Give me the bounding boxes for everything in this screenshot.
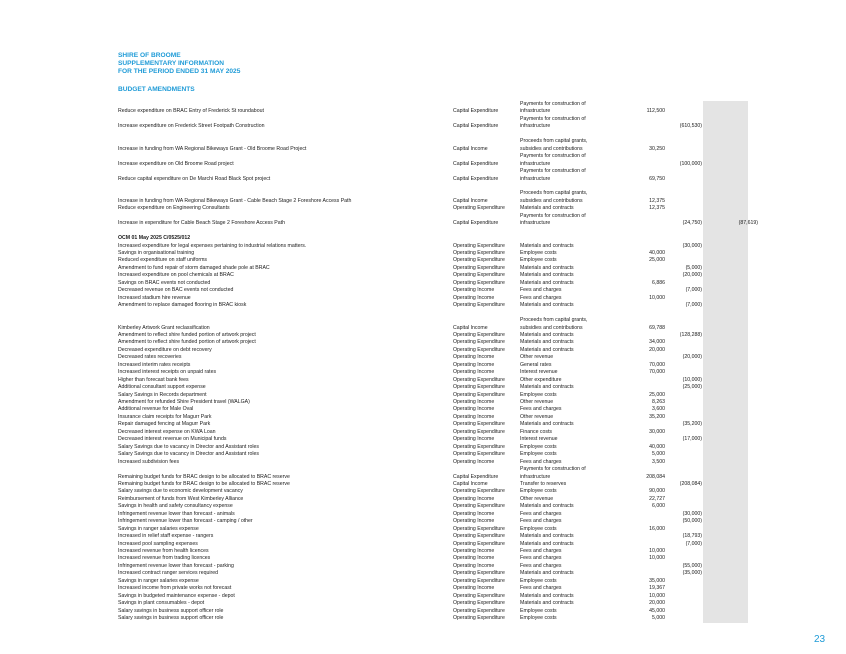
classification: Operating Expenditure [453,525,505,532]
nature: infrastructure [520,160,551,167]
classification: Operating Income [453,361,495,368]
classification: Operating Income [453,518,495,525]
classification: Operating Expenditure [453,339,505,346]
increase-amount: 30,250 [649,145,665,152]
increase-amount: 34,000 [649,339,665,346]
amendment-description: Decreased rates recoveries [118,354,182,361]
amendment-description: Amendment to replace damaged flooring in BRAC kiosk [118,302,247,309]
nature: Materials and contracts [520,346,574,353]
amendment-description: Increased pool sampling expenses [118,540,198,547]
classification: Operating Income [453,585,495,592]
amendment-description: Savings in organisational training [118,250,195,256]
amendment-description: Savings in budgeted maintenance expense - depot [118,592,235,599]
increase-amount: 5,000 [652,451,665,458]
decrease-amount: (10,000) [682,376,702,383]
nature: Fees and charges [520,562,562,569]
amendment-description: Kimberley Artwork Grant reclassification [118,324,210,331]
nature: infrastructure [520,175,551,182]
amendment-description: Amendment to reflect shire funded portion of artwork project [118,331,256,338]
increase-amount: 10,000 [649,592,665,599]
classification: Capital Expenditure [453,123,499,130]
classification: Operating Expenditure [453,376,505,383]
running-total: (87,619) [738,220,758,227]
nature: Fees and charges [520,510,562,517]
nature: Materials and contracts [520,503,574,510]
nature: Employee costs [520,451,557,458]
classification: Capital Expenditure [453,473,499,480]
classification: Operating Expenditure [453,205,505,212]
nature: Materials and contracts [520,302,574,309]
increase-amount: 25,000 [649,257,665,264]
classification: Operating Expenditure [453,428,505,435]
increase-amount: 20,000 [649,346,665,353]
increase-amount: 40,000 [649,250,665,256]
classification: Operating Expenditure [453,279,505,286]
nature: Materials and contracts [520,540,574,547]
header-period: FOR THE PERIOD ENDED 31 MAY 2025 [118,68,241,75]
nature-line: Payments for construction of [520,115,586,122]
classification: Operating Expenditure [453,250,505,256]
amendment-description: Savings in plant consumables - depot [118,600,205,607]
decrease-amount: (25,000) [682,384,702,391]
section-title: BUDGET AMENDMENTS [118,86,195,93]
amendment-description: Increased interim rates receipts [118,361,191,368]
classification: Operating Expenditure [453,443,505,450]
classification: Operating Income [453,369,495,376]
nature: subsidies and contributions [520,324,583,331]
increase-amount: 35,200 [649,413,665,420]
classification: Operating Expenditure [453,570,505,577]
classification: Capital Income [453,145,488,152]
nature: Materials and contracts [520,570,574,577]
nature: Materials and contracts [520,331,574,338]
nature: Materials and contracts [520,592,574,599]
amendment-description: Higher than forecast bank fees [118,376,189,383]
amendment-description: Infringement revenue lower than forecast - parking [118,562,234,569]
nature: Fees and charges [520,287,562,294]
nature: Fees and charges [520,406,562,413]
amendment-description: Savings in ranger salaries expense [118,525,199,532]
amendment-description: Increased stadium hire revenue [118,294,191,301]
nature: Materials and contracts [520,339,574,346]
increase-amount: 16,000 [649,525,665,532]
amendment-description: Amendment for refunded Shire President travel (WALGA) [118,399,250,405]
classification: Operating Expenditure [453,615,505,622]
increase-amount: 70,000 [649,361,665,368]
decrease-amount: (7,000) [685,287,702,294]
classification: Operating Income [453,399,495,405]
nature: Fees and charges [520,555,562,562]
amendment-description: Increase expenditure on Old Broome Road project [118,160,234,167]
nature-line: Payments for construction of [520,153,586,160]
increase-amount: 10,000 [649,548,665,554]
nature: Other revenue [520,399,554,405]
classification: Operating Income [453,458,495,465]
nature-line: Proceeds from capital grants, [520,138,588,145]
classification: Operating Income [453,510,495,517]
increase-amount: 19,367 [649,585,665,592]
decrease-amount: (35,200) [682,421,702,428]
decrease-amount: (30,000) [682,242,702,249]
increase-amount: 70,000 [649,369,665,376]
nature: infrastructure [520,220,551,227]
nature: Employee costs [520,525,557,532]
decrease-amount: (610,530) [679,123,702,130]
amendment-description: Salary savings in business support officer role [118,607,224,614]
classification: Operating Expenditure [453,607,505,614]
amendment-description: Reduce expenditure on BRAC Entry of Frederick St roundabout [118,108,264,115]
increase-amount: 12,375 [649,205,665,212]
classification: Capital Income [453,197,488,204]
nature: Fees and charges [520,518,562,525]
amendment-description: Increased income from private works not forecast [118,585,232,592]
increase-amount: 40,000 [649,443,665,450]
amendment-description: Additional revenue for Male Oval [118,406,194,413]
amendment-description: Amendment to reflect shire funded portion of artwork project [118,339,256,346]
nature: Fees and charges [520,585,562,592]
nature: Materials and contracts [520,279,574,286]
decrease-amount: (128,288) [679,331,702,338]
nature-line: Payments for construction of [520,168,586,175]
classification: Operating Expenditure [453,503,505,510]
increase-amount: 90,000 [649,488,665,495]
nature: Fees and charges [520,458,562,465]
classification: Operating Expenditure [453,421,505,428]
amendment-description: Increase in funding from WA Regional Bikeways Grant - Old Broome Road Project [118,145,307,152]
decrease-amount: (7,000) [685,302,702,309]
nature-line: Payments for construction of [520,101,586,107]
nature: subsidies and contributions [520,197,583,204]
decrease-amount: (18,793) [682,533,702,540]
classification: Operating Income [453,436,495,443]
amendment-description: Salary savings in business support officer role [118,615,224,622]
classification: Operating Income [453,555,495,562]
decrease-amount: (17,000) [682,436,702,443]
decrease-amount: (30,000) [682,510,702,517]
amendment-description: Reimbursement of funds from West Kimberley Alliance [118,495,244,502]
nature: Other expenditure [520,376,562,383]
nature: infrastructure [520,473,551,480]
nature: Interest revenue [520,436,558,443]
amendment-description: Increase in funding from WA Regional Bikeways Grant - Cable Beach Stage 2 Foreshore Access Path [118,197,352,204]
amendment-description: Savings on BRAC events not conducted [118,279,211,286]
nature: Employee costs [520,391,557,398]
amendment-description: Reduced expenditure on staff uniforms [118,257,208,264]
increase-amount: 45,000 [649,607,665,614]
amendment-description: Amendment to fund repair of storm damaged shade pole at BRAC [118,264,270,271]
increase-amount: 69,750 [649,175,665,182]
amendment-description: Remaining budget funds for BRAC design to be allocated to BRAC reserve [118,473,290,480]
amendment-description: Decreased expenditure on debt recovery [118,346,212,353]
decrease-amount: (55,000) [682,562,702,569]
classification: Operating Expenditure [453,331,505,338]
nature: Other revenue [520,413,554,420]
amendment-description: Additional consultant support expense [118,384,206,391]
decrease-amount: (7,000) [685,540,702,547]
classification: Operating Expenditure [453,600,505,607]
nature-line: Proceeds from capital grants, [520,317,588,324]
increase-amount: 6,000 [652,503,665,510]
nature: Other revenue [520,495,554,502]
increase-amount: 10,000 [649,294,665,301]
amendment-description: Increased revenue from health licences [118,548,209,554]
amendment-description: Infringement revenue lower than forecast - camping / other [118,518,253,525]
nature: General rates [520,361,552,368]
table-row [0,615,846,623]
amendment-description: Decreased interest revenue on Municipal funds [118,436,227,443]
increase-amount: 3,500 [652,458,665,465]
classification: Operating Income [453,413,495,420]
amendment-description: Insurance claim receipts for Magurr Park [118,413,212,420]
increase-amount: 5,000 [652,615,665,622]
classification: Operating Expenditure [453,272,505,279]
amendment-description: Increased interest receipts on unpaid rates [118,369,217,376]
classification: Operating Expenditure [453,488,505,495]
amendment-description: Reduce capital expenditure on De Marchi Road Black Spot project [118,175,271,182]
nature: Fees and charges [520,294,562,301]
nature: Employee costs [520,577,557,584]
classification: Operating Expenditure [453,257,505,264]
header-org: SHIRE OF BROOME [118,52,181,59]
amendment-description: Savings in health and safety consultancy expense [118,503,233,510]
classification: Operating Income [453,562,495,569]
classification: Operating Income [453,495,495,502]
nature: Employee costs [520,607,557,614]
decrease-amount: (100,000) [679,160,702,167]
amendment-description: Savings in ranger salaries expense [118,577,199,584]
header-subtitle: SUPPLEMENTARY INFORMATION [118,60,224,67]
nature-line: Proceeds from capital grants, [520,190,588,197]
classification: Capital Expenditure [453,160,499,167]
page-number: 23 [814,634,826,645]
increase-amount: 20,000 [649,600,665,607]
classification: Operating Expenditure [453,302,505,309]
nature: Employee costs [520,250,557,256]
amendment-description: Salary savings due to economic development vacancy [118,488,243,495]
nature: Materials and contracts [520,421,574,428]
decrease-amount: (20,000) [682,354,702,361]
nature: Materials and contracts [520,600,574,607]
nature: Employee costs [520,257,557,264]
nature: Materials and contracts [520,205,574,212]
increase-amount: 12,375 [649,197,665,204]
increase-amount: 35,000 [649,577,665,584]
decrease-amount: (5,000) [685,264,702,271]
nature: Interest revenue [520,369,558,376]
nature: Employee costs [520,615,557,622]
decrease-amount: (24,750) [682,220,702,227]
nature-line: Payments for construction of [520,466,586,473]
amendment-description: Increased expenditure for legal expenses pertaining to industrial relations matters. [118,242,307,249]
nature: Transfer to reserves [520,480,567,487]
classification: Operating Expenditure [453,577,505,584]
increase-amount: 10,000 [649,555,665,562]
increase-amount: 30,000 [649,428,665,435]
amendment-description: Repair damaged fencing at Magurr Park [118,421,211,428]
nature: Fees and charges [520,548,562,554]
amendment-description: Increase expenditure on Frederick Street Footpath Construction [118,123,265,130]
nature: Materials and contracts [520,533,574,540]
nature: Materials and contracts [520,272,574,279]
amendment-description: Salary Savings due to vacancy in Director and Assistant roles [118,443,259,450]
classification: Operating Expenditure [453,346,505,353]
classification: Operating Expenditure [453,242,505,249]
classification: Operating Expenditure [453,391,505,398]
amendment-description: Reduce expenditure on Engineering Consultants [118,205,230,212]
decrease-amount: (50,000) [682,518,702,525]
amendment-description: Remaining budget funds for BRAC design to be allocated to BRAC reserve [118,480,290,487]
classification: Operating Income [453,287,495,294]
increase-amount: 25,000 [649,391,665,398]
increase-amount: 8,263 [652,399,665,405]
section-heading: OCM 01 May 2025 C/0525/012 [118,235,191,242]
nature: infrastructure [520,123,551,130]
classification: Capital Income [453,324,488,331]
nature: Employee costs [520,488,557,495]
amendment-description: Decreased revenue on BAC events not conducted [118,287,234,294]
classification: Capital Expenditure [453,108,499,115]
nature: Finance costs [520,428,553,435]
amendment-description: Increased subdivision fees [118,458,180,465]
decrease-amount: (35,000) [682,570,702,577]
nature: infrastructure [520,108,551,115]
amendment-description: Salary Savings in Records department [118,391,207,398]
increase-amount: 3,600 [652,406,665,413]
amendment-description: Salary Savings due to vacancy in Director and Assistant roles [118,451,259,458]
classification: Operating Expenditure [453,540,505,547]
classification: Operating Expenditure [453,451,505,458]
classification: Operating Income [453,354,495,361]
amendment-description: Increased in relief staff expense - rangers [118,533,214,540]
classification: Operating Expenditure [453,264,505,271]
nature-line: Payments for construction of [520,212,586,219]
decrease-amount: (208,084) [679,480,702,487]
classification: Operating Expenditure [453,533,505,540]
increase-amount: 6,886 [652,279,665,286]
nature: Materials and contracts [520,384,574,391]
nature: Employee costs [520,443,557,450]
classification: Capital Expenditure [453,220,499,227]
amendment-description: Increase in expenditure for Cable Beach Stage 2 Foreshore Access Path [118,220,285,227]
amendment-description: Decreased interest expense on KWA Loan [118,428,216,435]
decrease-amount: (20,000) [682,272,702,279]
nature: subsidies and contributions [520,145,583,152]
amendment-description: Increased expenditure on pool chemicals at BRAC [118,272,234,279]
amendment-description: Increased revenue from trading licences [118,555,211,562]
classification: Capital Income [453,480,488,487]
increase-amount: 208,084 [646,473,665,480]
classification: Operating Income [453,294,495,301]
classification: Operating Expenditure [453,384,505,391]
classification: Operating Income [453,548,495,554]
classification: Operating Expenditure [453,592,505,599]
classification: Operating Income [453,406,495,413]
increase-amount: 69,788 [649,324,665,331]
increase-amount: 112,500 [646,108,665,115]
classification: Capital Expenditure [453,175,499,182]
nature: Other revenue [520,354,554,361]
nature: Materials and contracts [520,264,574,271]
increase-amount: 22,727 [649,495,665,502]
amendment-description: Increased contract ranger services required [118,570,219,577]
nature: Materials and contracts [520,242,574,249]
amendment-description: Infringement revenue lower than forecast - animals [118,510,235,517]
